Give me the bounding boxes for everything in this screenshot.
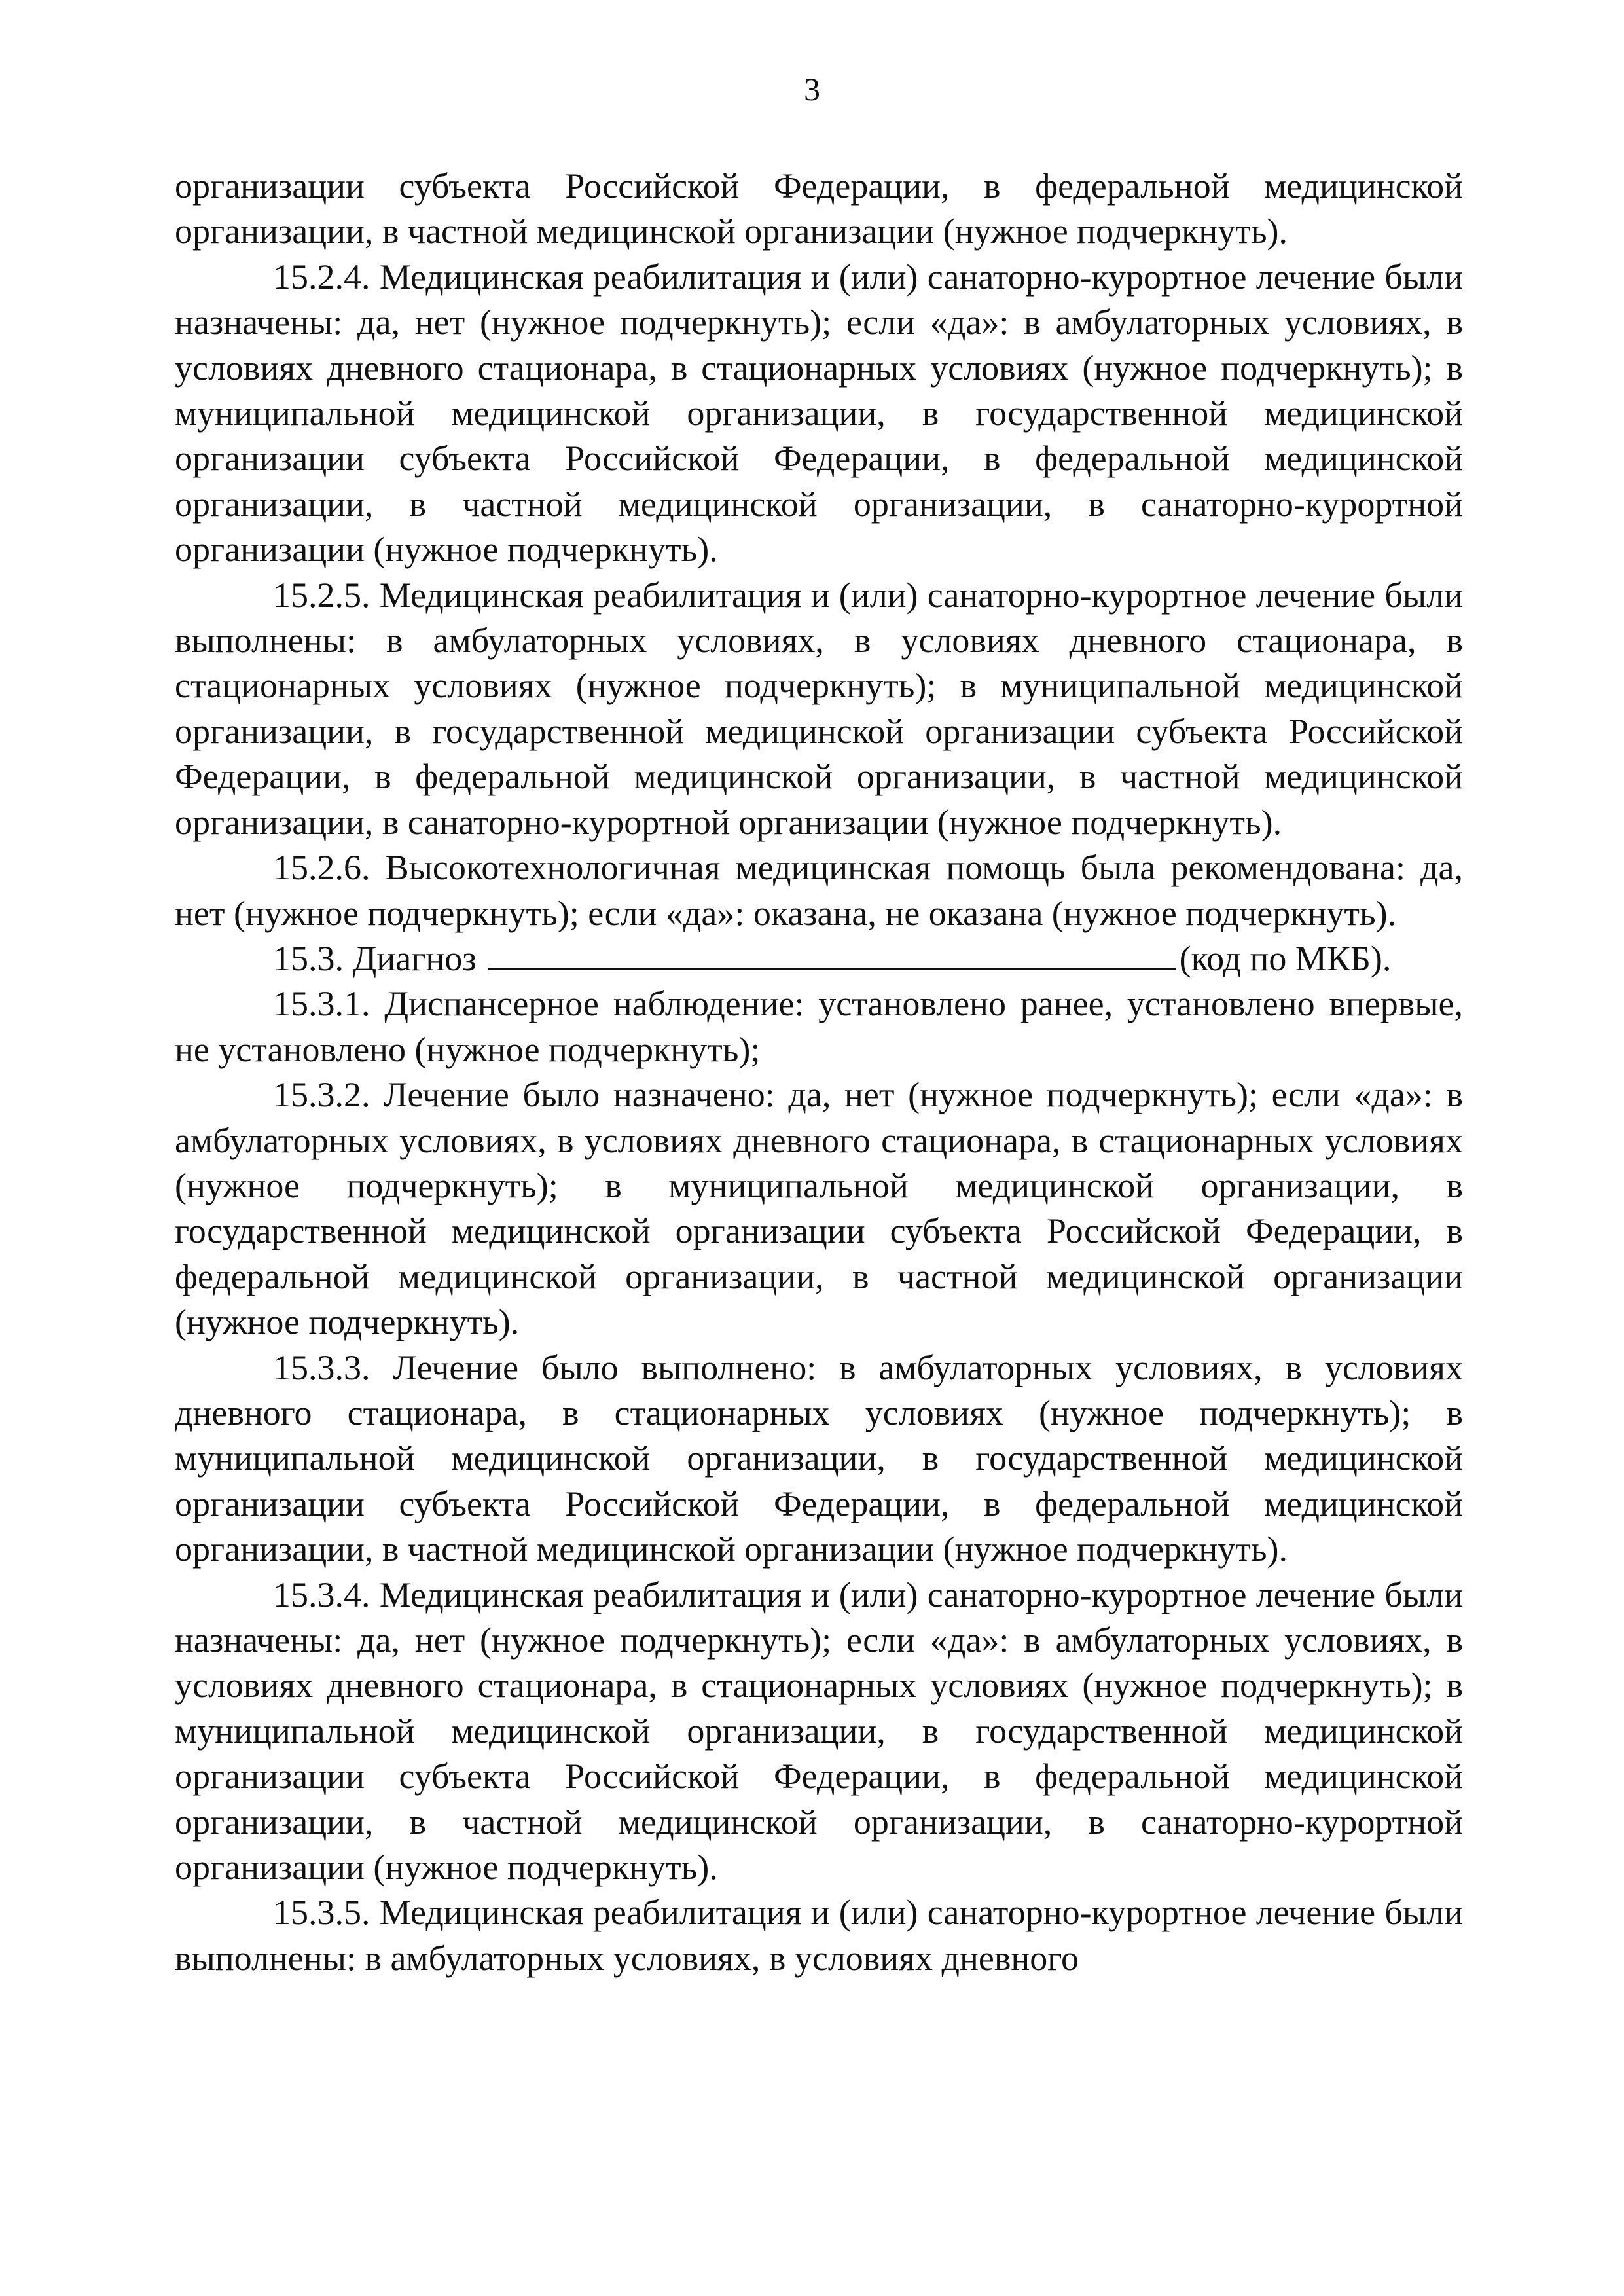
page-number: 3 — [804, 71, 820, 107]
paragraph-15-2-4: 15.2.4. Медицинская реабилитация и (или) санаторно-курортное лечение были назначены: да, нет (нужное подчеркнуть); если «да»: в амбулаторных условиях, в условиях дневного стационара, в стационарных условиях (нужное подчеркнуть); в муниципальной медицинской организации, в государственной медицинской организации субъекта Российской Федерации, в федеральной медицинской организации, в частной медицинской организации, в санаторно-курортной организации (нужное подчеркнуть). — [175, 257, 1463, 570]
diagnosis-label: 15.3. Диагноз — [273, 938, 477, 978]
paragraph-15-2-6: 15.2.6. Высокотехнологичная медицинская помощь была рекомендована: да, нет (нужное подчеркнуть); если «да»: оказана, не оказана (нужное подчеркнуть). — [175, 848, 1463, 933]
paragraph-15-2-5: 15.2.5. Медицинская реабилитация и (или) санаторно-курортное лечение были выполнены: в амбулаторных условиях, в условиях дневного стационара, в стационарных условиях (нужное подчеркнуть); в муниципальной медицинской организации, в государственной медицинской организации субъекта Российской Федерации, в федеральной медицинской организации, в частной медицинской организации, в санаторно-курортной организации (нужное подчеркнуть). — [175, 575, 1463, 842]
paragraph-15-3-2: 15.3.2. Лечение было назначено: да, нет (нужное подчеркнуть); если «да»: в амбулаторных условиях, в условиях дневного стационара, в стационарных условиях (нужное подчеркнуть); в муниципальной медицинской организации, в государственной медицинской организации субъекта Российской Федерации, в федеральной медицинской организации, в частной медицинской организации (нужное подчеркнуть). — [175, 1075, 1463, 1342]
diagnosis-suffix: (код по МКБ). — [1179, 938, 1392, 978]
paragraph-15-3-5: 15.3.5. Медицинская реабилитация и (или) санаторно-курортное лечение были выполнены: в амбулаторных условиях, в условиях дневного — [175, 1893, 1463, 1978]
paragraph-15-3-diagnosis — [175, 936, 1463, 981]
paragraph-15-3-4: 15.3.4. Медицинская реабилитация и (или) санаторно-курортное лечение были назначены: да, нет (нужное подчеркнуть); если «да»: в амбулаторных условиях, в условиях дневного стационара, в стационарных условиях (нужное подчеркнуть); в муниципальной медицинской организации, в государственной медицинской организации субъекта Российской Федерации, в федеральной медицинской организации, в частной медицинской организации, в санаторно-курортной организации (нужное подчеркнуть). — [175, 1575, 1463, 1887]
paragraph-continuation: организации субъекта Российской Федерации, в федеральной медицинской организации, в частной медицинской организации (нужное подчеркнуть). — [175, 166, 1463, 251]
diagnosis-blank-line — [488, 938, 1176, 970]
document-body — [175, 164, 1463, 1981]
paragraph-15-3-3: 15.3.3. Лечение было выполнено: в амбулаторных условиях, в условиях дневного стационара, в стационарных условиях (нужное подчеркнуть); в муниципальной медицинской организации, в государственной медицинской организации субъекта Российской Федерации, в федеральной медицинской организации, в частной медицинской организации (нужное подчеркнуть). — [175, 1347, 1463, 1569]
paragraph-15-3-1: 15.3.1. Диспансерное наблюдение: установлено ранее, установлено впервые, не установлено (нужное подчеркнуть); — [175, 984, 1463, 1069]
